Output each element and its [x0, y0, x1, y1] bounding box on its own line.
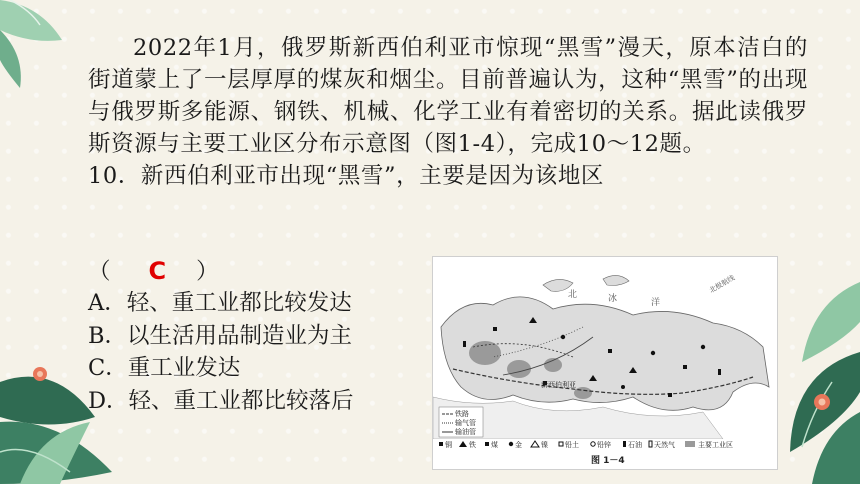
map-label-route: 北极航线 [708, 273, 737, 295]
legend-lead-zinc: 铅锌 [597, 441, 611, 449]
question-stem: 10．新西伯利亚市出现“黑雪”，主要是因为该地区 [88, 163, 605, 189]
figure-caption: 图 1－4 [591, 456, 625, 466]
option-a[interactable]: A．轻、重工业都比较发达 [88, 290, 352, 316]
map-label-north: 北 [568, 290, 578, 300]
answer-letter: C [148, 257, 167, 285]
legend-iron: 铁 [469, 441, 476, 449]
paren-open: （ [88, 259, 111, 285]
leaf-decoration-top-left [0, 0, 90, 90]
legend-oil: 石油 [628, 441, 642, 449]
legend-gold: 金 [515, 441, 522, 449]
map-label-ice: 冰 [608, 294, 618, 304]
option-b[interactable]: B．以生活用品制造业为主 [88, 322, 353, 349]
legend-natural-gas: 天然气 [654, 441, 675, 449]
option-d[interactable]: D．轻、重工业都比较落后 [88, 387, 354, 414]
legend-industrial-zone: 主要工业区 [698, 441, 733, 449]
options-list [88, 287, 354, 417]
question-block [88, 32, 808, 192]
paren-close: ） [196, 259, 219, 285]
legend-coal: 煤 [491, 441, 498, 449]
map-label-city: 新西伯利亚 [541, 381, 576, 389]
question-intro: 2022年1月，俄罗斯新西伯利亚市惊现“黑雪”漫天，原本洁白的街道蒙上了一层厚厚的煤灰和烟尘。目前普遍认为，这种“黑雪”的出现与俄罗斯多能源、钢铁、机械、化学工业有着密切的关系。据此读俄罗斯资源与主要工业区分布示意图（图1-4），完成10～12题。 [88, 35, 808, 157]
legend-copper: 铜 [445, 441, 452, 449]
russia-resource-map [432, 256, 778, 470]
answer-bracket [88, 254, 219, 286]
legend-gas-pipeline: 输气管 [455, 419, 476, 427]
legend-railway: 铁路 [455, 410, 469, 418]
legend-bauxite: 铅土 [565, 441, 579, 449]
legend-oil-pipeline: 输油管 [455, 428, 476, 436]
map-label-ocean: 洋 [651, 298, 661, 308]
map-graphic [433, 257, 777, 469]
option-c[interactable]: C．重工业发达 [88, 355, 241, 381]
leaf-decoration-right [772, 262, 860, 484]
legend-nickel: 镍 [541, 441, 548, 449]
